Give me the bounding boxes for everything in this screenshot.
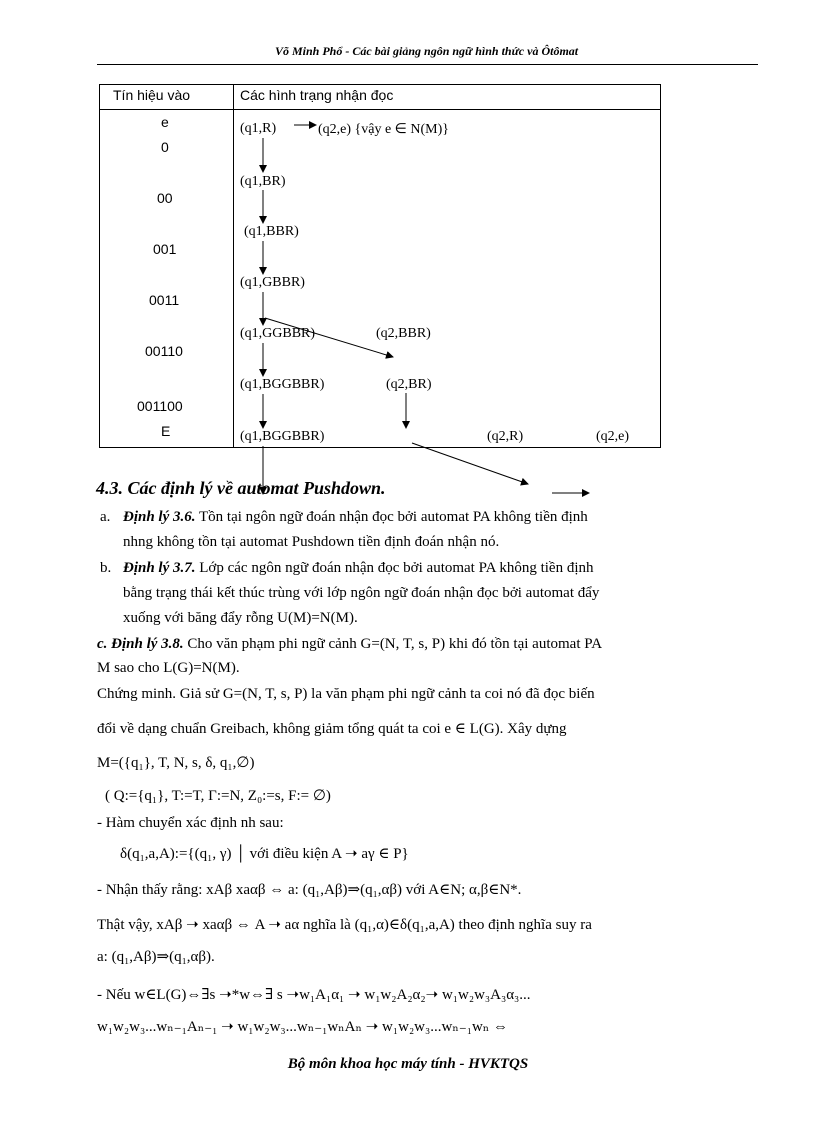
config: (q1,R) [240,121,277,136]
proof-line: M=({q₁}, T, N, s, δ, q₁,∅) [97,755,255,771]
item-b-line1 [123,560,593,577]
config: (q2,R) [487,429,524,444]
page-footer: Bộ môn khoa học máy tính - HVKTQS [287,1056,529,1072]
item-c-line2: M sao cho L(G)=N(M). [97,660,240,676]
proof-line: Chứng minh. Giả sử G=(N, T, s, P) la văn phạm phi ngữ cảnh ta coi nó đã đọc biến [97,686,595,702]
config: (q1,GBBR) [240,275,305,290]
config: (q1,BBR) [244,224,299,239]
input-symbol: 001 [153,241,177,257]
input-symbol: 0011 [149,292,180,308]
input-symbol: 00 [157,190,173,206]
config: (q2,e) {vậy e ∈ N(M)} [318,122,449,137]
item-c-line1 [97,636,602,653]
item-b-label: b. [100,560,112,576]
config: (q2,BBR) [376,326,431,341]
item-b-line3: xuống với băng đẩy rỗng U(M)=N(M). [123,610,358,626]
proof-line: δ(q₁,a,A):={(q₁, γ) │ với điều kiện A ➝ aγ ∈ P} [120,846,409,862]
proof-line: ( Q:={q₁}, T:=T, Γ:=N, Z₀:=s, F:= ∅) [105,788,331,804]
proof-line: Thật vậy, xAβ ➝ xaαβ ⇔ A ➝ aα nghĩa là (q₁,α)∈δ(q₁,a,A) theo định nghĩa suy ra [97,917,592,933]
theorem-title: c. Định lý 3.8. [97,636,184,652]
proof-line: w₁w₂w₃...wₙ₋₁Aₙ₋₁ ➝ w₁w₂w₃...wₙ₋₁wₙAₙ ➝ w₁w₂w₃...wₙ₋₁wₙ ⇔ [97,1019,509,1035]
proof-line: - Nhận thấy rằng: xAβ xaαβ ⇔ a: (q₁,Aβ)⇒(q₁,αβ) với A∈N; α,β∈N*. [97,882,522,898]
arrow [265,318,393,357]
input-symbol: 0 [161,139,169,155]
proof-line: a: (q₁,Aβ)⇒(q₁,αβ). [97,949,215,965]
text: Tồn tại ngôn ngữ đoán nhận đọc bởi automat PA không tiền định [195,509,588,525]
item-b-line2: bằng trạng thái kết thúc trùng với lớp ngôn ngữ đoán nhận đọc bởi automat đẩy [123,585,600,601]
config: (q1,BR) [240,174,286,189]
table-header-configs: Các hình trạng nhận đọc [240,87,394,103]
item-a-line2: nhng không tồn tại automat Pushdown tiền định đoán nhận nó. [123,534,500,550]
config: (q1,BGGBBR) [240,429,325,444]
text: Lớp các ngôn ngữ đoán nhận đọc bởi automat PA không tiền định [195,560,594,576]
config: (q1,BGGBBR) [240,377,325,392]
config: (q1,GGBBR) [240,326,316,341]
table-header-input: Tín hiệu vào [113,87,191,103]
input-symbol: E [161,423,171,439]
input-symbol: 00110 [145,343,183,359]
theorem-title: Định lý 3.7. [123,560,196,576]
proof-line: đổi về dạng chuẩn Greibach, không giảm tổng quát ta coi e ∈ L(G). Xây dựng [97,721,567,737]
theorem-title: Định lý 3.6. [123,509,196,525]
item-a-label: a. [100,509,111,525]
arrow [412,443,528,484]
proof-line: - Hàm chuyển xác định nh sau: [97,815,284,831]
config: (q2,BR) [386,377,432,392]
config: (q2,e) [596,429,630,444]
text: Cho văn phạm phi ngữ cảnh G=(N, T, s, P) khi đó tồn tại automat PA [183,636,603,652]
input-symbol: 001100 [137,398,183,414]
item-a-line1 [123,509,588,526]
section-heading: 4.3. Các định lý về automat Pushdown. [96,478,386,498]
input-symbol: e [161,114,169,130]
proof-line: - Nếu w∈L(G)⇔∃s ➝*w⇔∃ s ➝w₁A₁α₁ ➝ w₁w₂A₂α₂➝ w₁w₂w₃A₃α₃... [97,987,531,1003]
page-header: Võ Minh Phổ - Các bài giảng ngôn ngữ hình thức và Ôtômat [275,44,579,58]
